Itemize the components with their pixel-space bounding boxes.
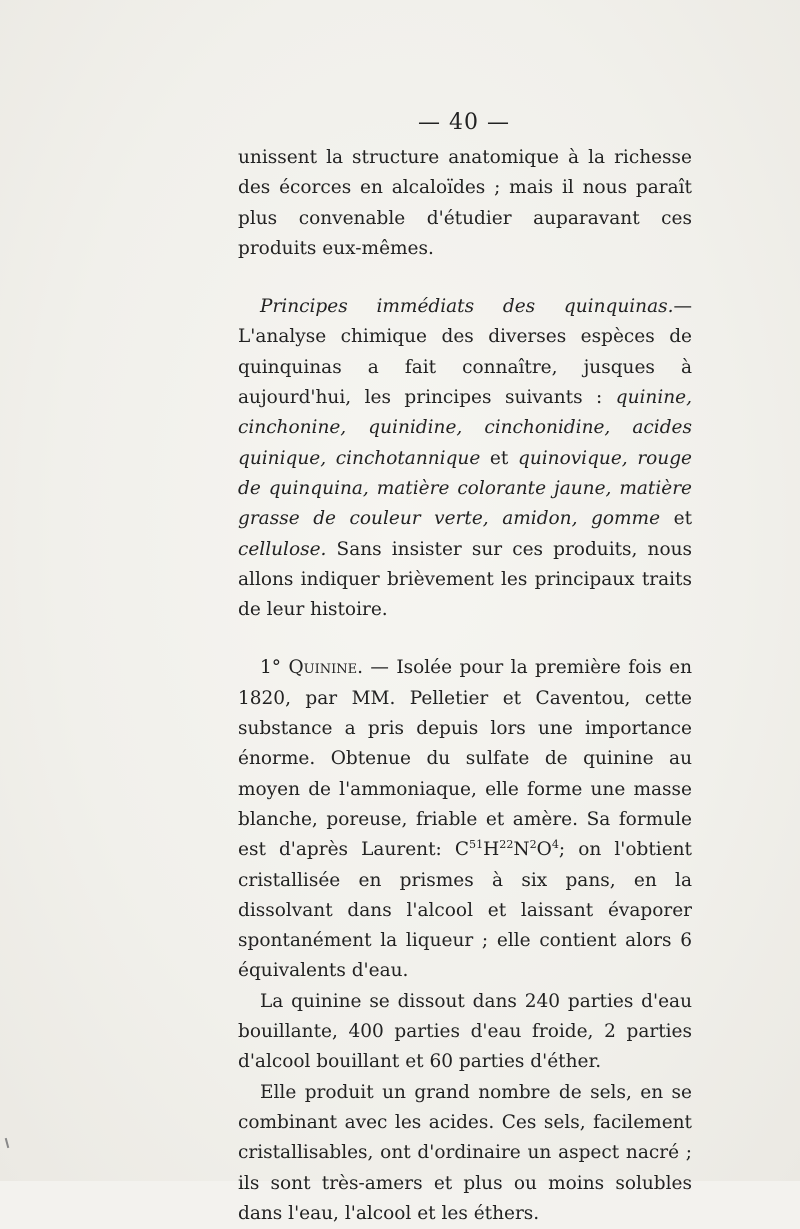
- stray-mark: [5, 1138, 10, 1148]
- paragraph-continuation: unissent la structure anatomique à la richesse des écorces en alcaloïdes ; mais il nous paraît plus convenable d'étudier auparavant ces produits eux-mêmes.: [238, 147, 692, 259]
- paragraph-principes: [238, 292, 692, 625]
- paragraph-text: Sans insister sur ces produits, nous allons indiquer brièvement les principaux traits de leur histoire.: [238, 538, 692, 621]
- conjunction: et: [660, 508, 693, 530]
- paragraph-text: —L'analyse chimique des diverses espèces de quinquinas a fait connaître, jusques à aujourd'hui, les principes suivants :: [238, 296, 692, 409]
- section-term: Quinine.: [288, 657, 363, 679]
- paragraph-text: — Isolée pour la première fois en 1820, par MM. Pelletier et Caventou, cette substance a pris depuis lors une importance énorme. Obtenue du sulfate de quinine au moyen de l'ammoniaque, elle forme une masse blanche, poreuse, friable et amère. Sa formule est d'après Laurent:: [238, 657, 692, 861]
- paragraph-solubility: La quinine se dissout dans 240 parties d'eau bouillante, 400 parties d'eau froide, 2 parties d'alcool bouillant et 60 parties d'éther.: [238, 990, 692, 1073]
- section-number: 1°: [260, 657, 289, 679]
- compound-list: quinine, cinchonine, quinidine, cinchonidine, acides quinique, cinchotannique: [238, 387, 692, 469]
- paragraph-salts: Elle produit un grand nombre de sels, en se combinant avec les acides. Ces sels, facilement cristallisables, ont d'ordinaire un aspect nacré ; ils sont très-amers et plus ou moins solubles dans l'eau, l'alcool et les éthers.: [238, 1081, 692, 1224]
- page-body: [238, 143, 692, 1229]
- conjunction: et: [480, 447, 518, 469]
- compound-list: cellulose.: [238, 538, 327, 560]
- page-number: — 40 —: [418, 110, 510, 135]
- paragraph-quinine: [238, 653, 692, 986]
- section-heading: Principes immédiats des quinquinas.: [260, 296, 674, 318]
- paragraph-text: ; on l'obtient cristallisée en prismes à six pans, en la dissolvant dans l'alcool et laissant évaporer spontanément la liqueur ; elle contient alors 6 équivalents d'eau.: [238, 839, 692, 982]
- compound-list: quinovique, rouge de quinquina, matière colorante jaune, matière grasse de couleur verte, amidon, gomme: [238, 447, 693, 530]
- chemical-formula: $C^{51}H^{22}N^2O^4$: [454, 838, 559, 861]
